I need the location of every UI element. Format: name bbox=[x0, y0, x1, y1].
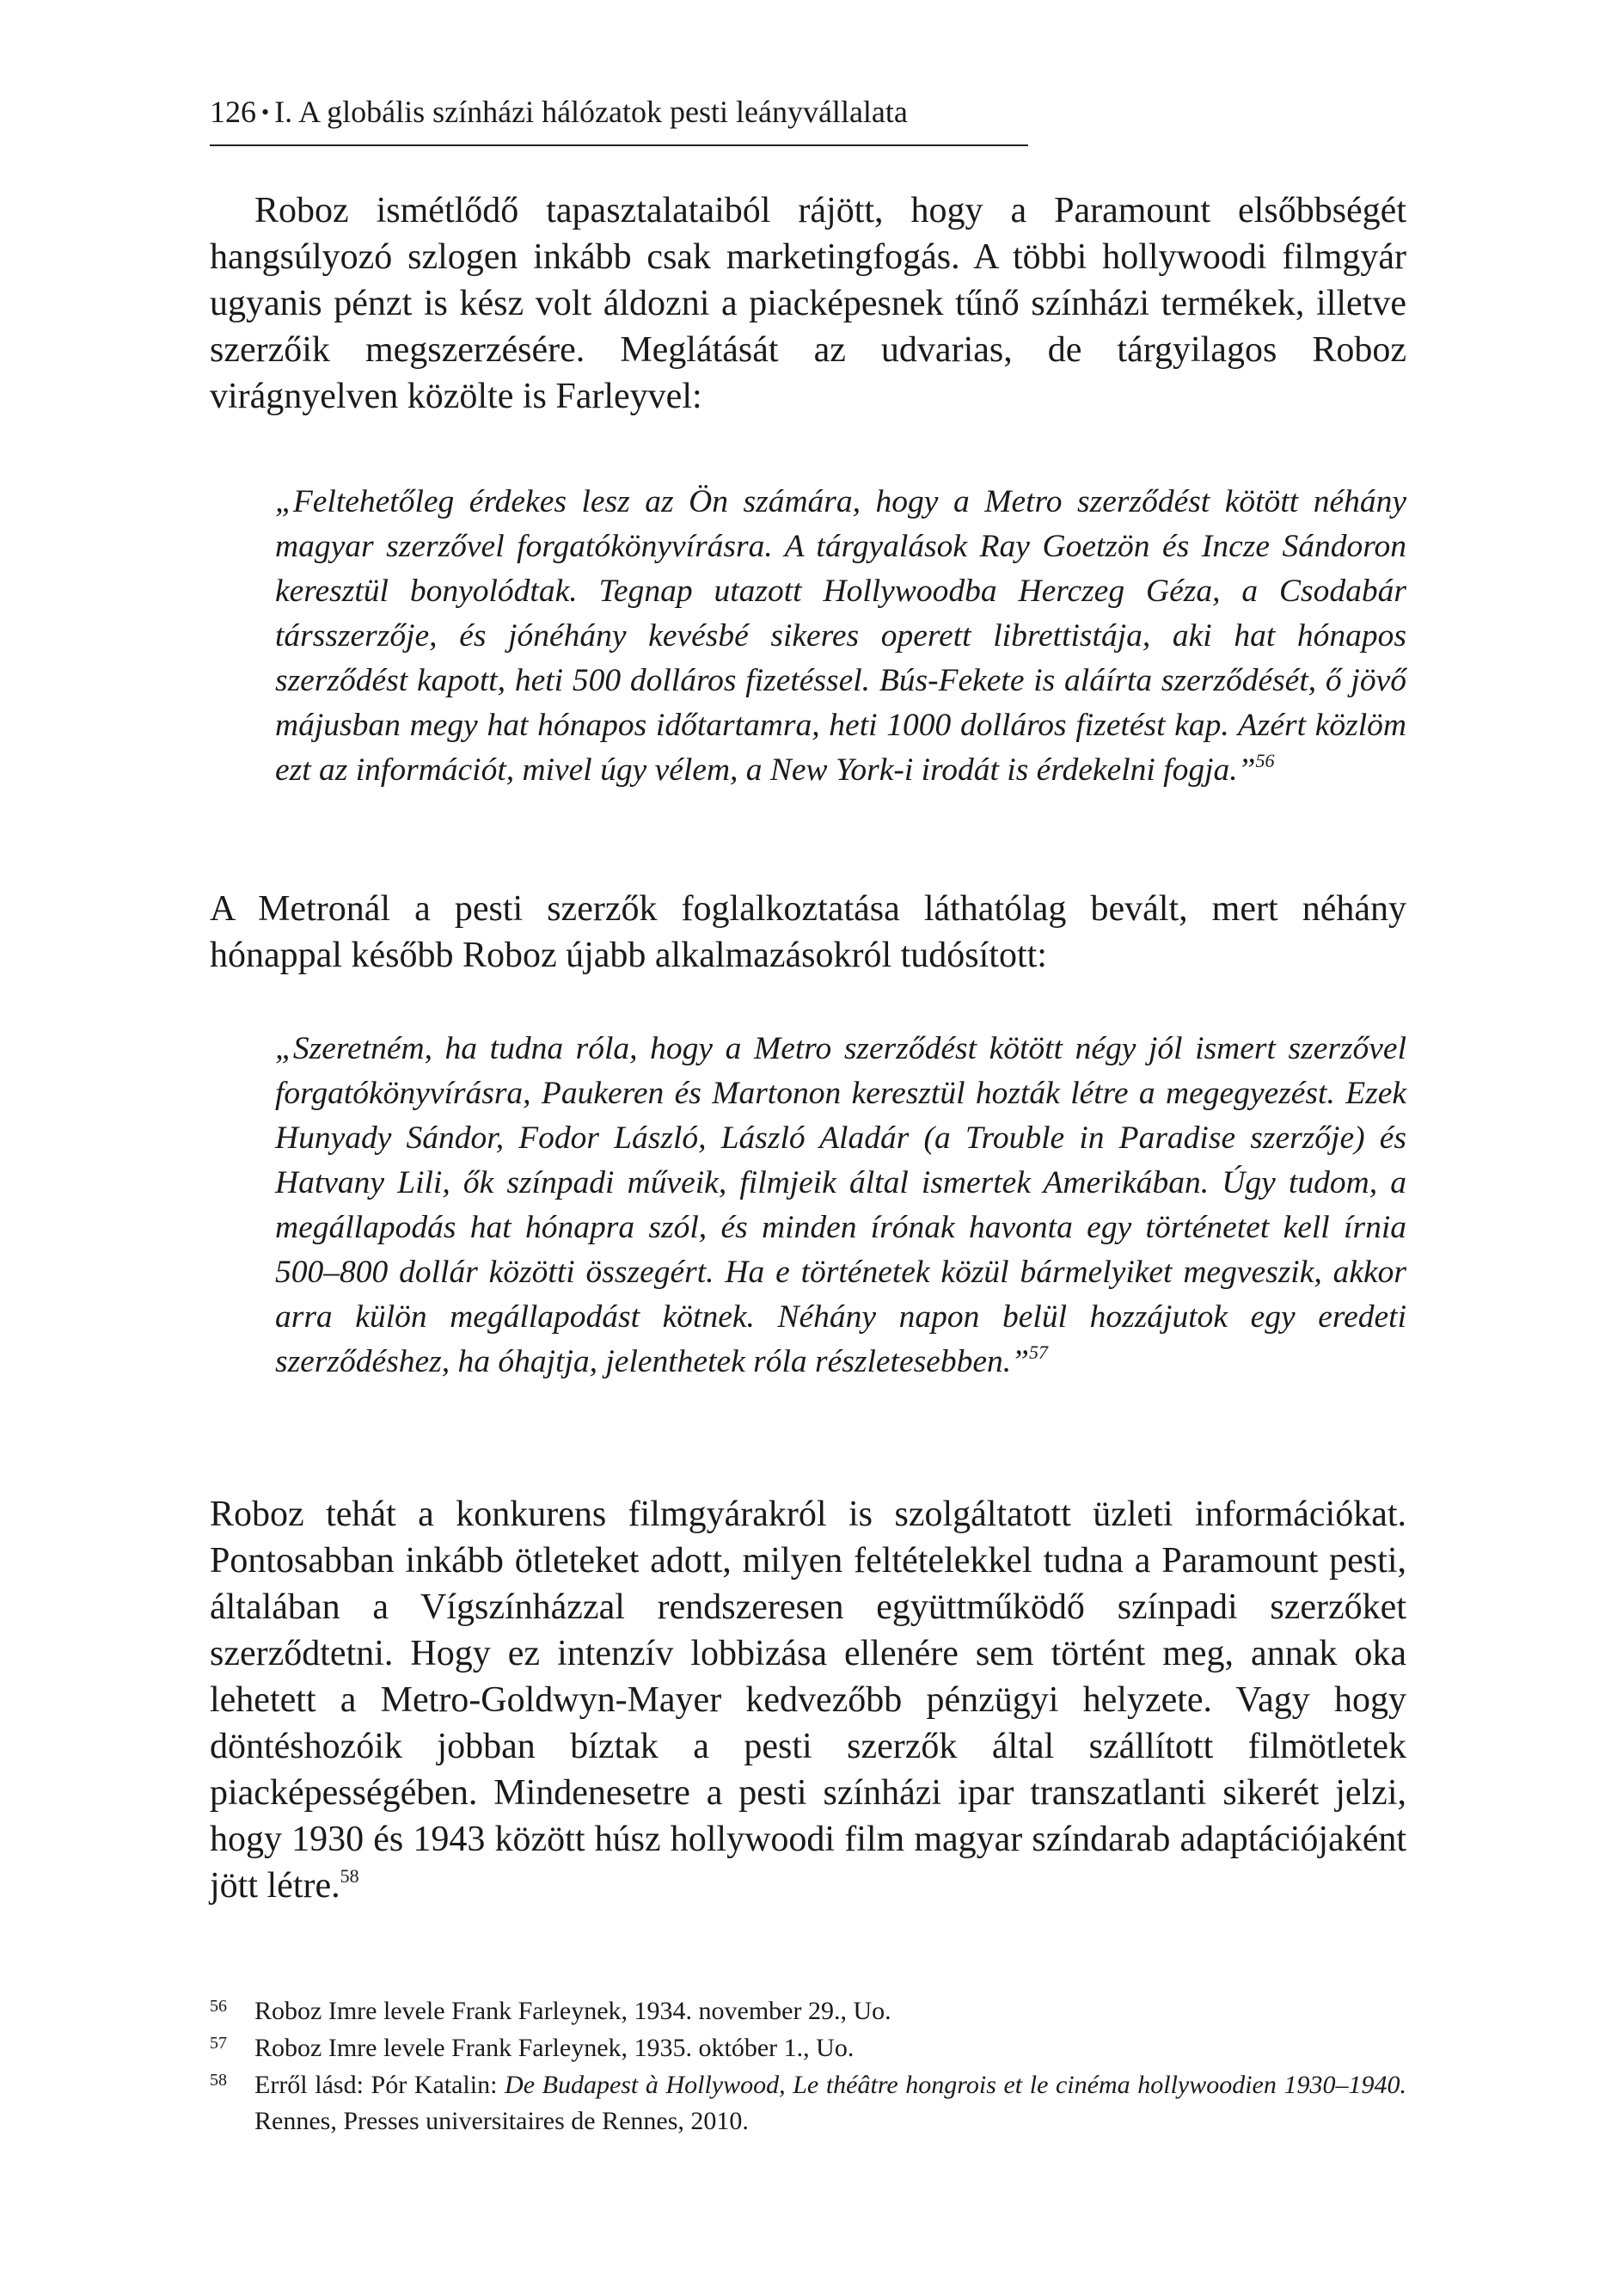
bullet-separator: • bbox=[261, 100, 270, 125]
block-quote-1 bbox=[275, 480, 1406, 793]
footnote-58 bbox=[210, 2067, 1406, 2139]
paragraph-1-text: Roboz ismétlődő tapasztalataiból rájött, hogy a Paramount elsőbbségét hangsúlyozó szlogen inkább csak marketingfogás. A többi hollywoodi filmgyár ugyanis pénzt is kész volt áldozni a piacképesnek tűnő színházi termékek, illetve szerzőik megszerzésére. Meglátását az udvarias, de tárgyilagos Roboz virágnyelven közölte is Farleyvel: bbox=[210, 191, 1406, 416]
block-quote-2-text: „Szeretném, ha tudna róla, hogy a Metro szerződést kötött négy jól ismert szerzővel forgatókönyvírásra, Paukeren és Martonon keresztül hozták létre a megegyezést. Ezek Hunyady Sándor, Fodor László, László Aladár (a Trouble in Paradise szerzője) és Hatvany Lili, ők színpadi műveik, filmjeik által ismertek Amerikában. Úgy tudom, a megállapodás hat hónapra szól, és minden írónak havonta egy történetet kell írnia 500–800 dollár közötti összegért. Ha e történetek közül bármelyiket megveszik, akkor arra külön megállapodást kötnek. Néhány napon belül hozzájutok egy eredeti szerződéshez, ha óhajtja, jelenthetek róla részletesebben.” bbox=[275, 1031, 1406, 1379]
footnote-book-title: De Budapest à Hollywood, Le théâtre hongrois et le cinéma hollywoodien 1930–1940. bbox=[505, 2071, 1406, 2099]
footnote-ref-56[interactable]: 56 bbox=[1255, 749, 1275, 771]
paragraph-1 bbox=[210, 187, 1406, 420]
footnote-text: Roboz Imre levele Frank Farleynek, 1935. október 1., Uo. bbox=[254, 2034, 855, 2062]
paragraph-3-text: Roboz tehát a konkurens filmgyárakról is szolgáltatott üzleti információkat. Pontosabban inkább ötleteket adott, milyen feltételekkel tudna a Paramount pesti, általában a Vígszínházzal rendszeresen együttműködő színpadi szerzőket szerződtetni. Hogy ez intenzív lobbizása ellenére sem történt meg, annak oka lehetett a Metro-Goldwyn-Mayer kedvezőbb pénzügyi helyzete. Vagy hogy döntéshozóik jobban bíztak a pesti szerzők által szállított filmötletek piacképességében. Mindenesetre a pesti színházi ipar transzatlanti sikerét jelzi, hogy 1930 és 1943 között húsz hollywoodi film magyar színdarab adaptációjaként jött létre. bbox=[210, 1495, 1406, 1906]
footnote-ref-58[interactable]: 58 bbox=[340, 1865, 359, 1887]
footnote-text: Roboz Imre levele Frank Farleynek, 1934. november 29., Uo. bbox=[254, 1997, 891, 2025]
footnote-text-before: Erről lásd: Pór Katalin: bbox=[254, 2071, 505, 2099]
footnote-56 bbox=[210, 1993, 1406, 2029]
footnotes bbox=[210, 1993, 1406, 2140]
running-head bbox=[210, 93, 1028, 146]
book-page bbox=[210, 0, 1406, 2296]
footnote-text bbox=[254, 2067, 1406, 2139]
footnote-number: 57 bbox=[210, 2034, 227, 2053]
footnote-number: 56 bbox=[210, 1997, 227, 2016]
paragraph-2-text: A Metronál a pesti szerzők foglalkoztatása láthatólag bevált, mert néhány hónappal később Roboz újabb alkalmazásokról tudósított: bbox=[210, 889, 1406, 975]
block-quote-1-text: „Feltehetőleg érdekes lesz az Ön számára, hogy a Metro szerződést kötött néhány magyar szerzővel forgatókönyvírásra. A tárgyalások Ray Goetzön és Incze Sándoron keresztül bonyolódtak. Tegnap utazott Hollywoodba Herczeg Géza, a Csodabár társszerzője, és jónéhány kevésbé sikeres operett librettistája, aki hat hónapos szerződést kapott, heti 500 dolláros fizetéssel. Bús-Fekete is aláírta szerződését, ő jövő májusban megy hat hónapos időtartamra, heti 1000 dolláros fizetést kap. Azért közlöm ezt az információt, mivel úgy vélem, a New York-i irodát is érdekelni fogja.” bbox=[275, 484, 1406, 788]
block-quote-2 bbox=[275, 1027, 1406, 1384]
paragraph-2 bbox=[210, 886, 1406, 979]
page-number: 126 bbox=[210, 95, 256, 129]
chapter-title: I. A globális színházi hálózatok pesti leányvállalata bbox=[274, 95, 908, 129]
paragraph-3 bbox=[210, 1491, 1406, 1909]
footnote-57 bbox=[210, 2030, 1406, 2066]
footnote-text-after: Rennes, Presses universitaires de Rennes, 2010. bbox=[254, 2107, 749, 2135]
footnote-ref-57[interactable]: 57 bbox=[1028, 1341, 1048, 1363]
footnote-number: 58 bbox=[210, 2071, 227, 2090]
